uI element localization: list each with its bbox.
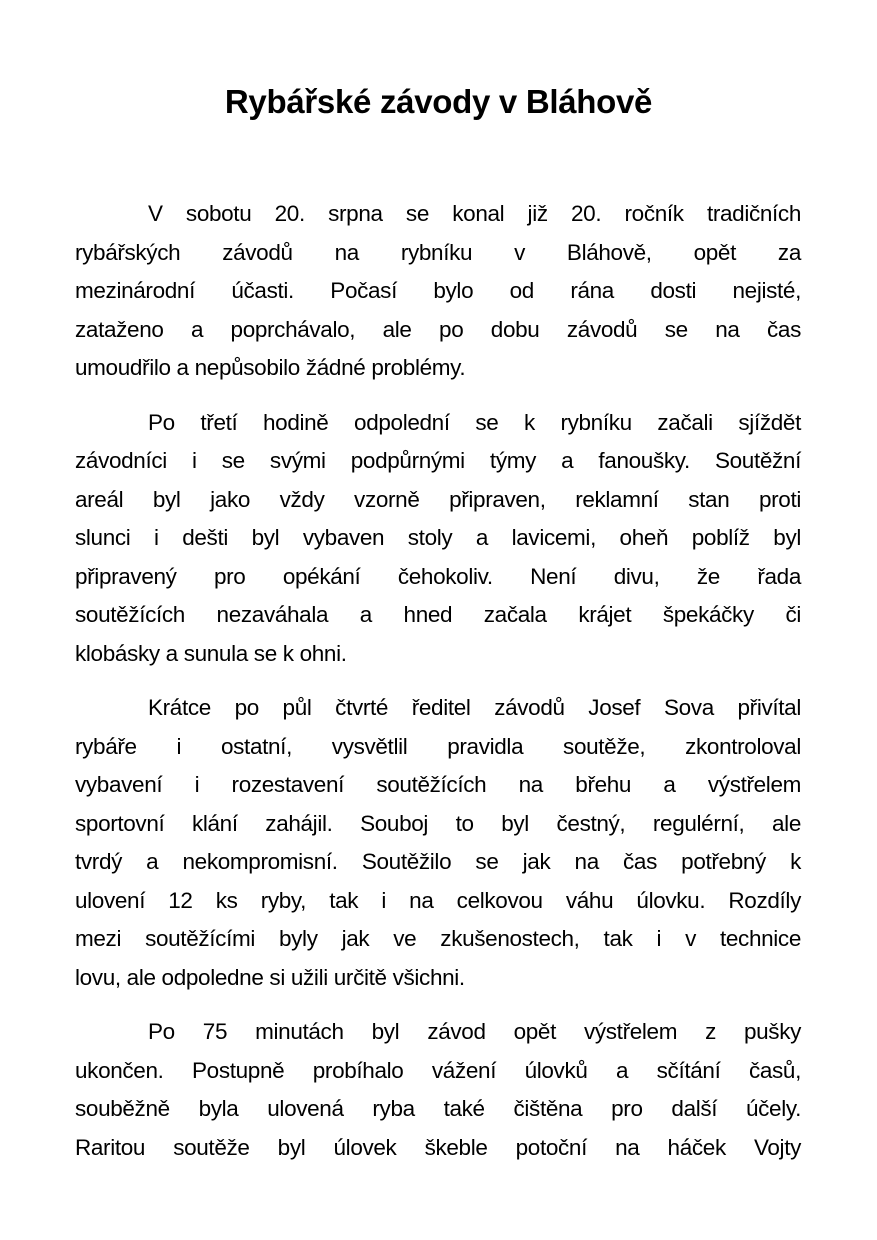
paragraph <box>75 1013 801 1167</box>
paragraph-line: V sobotu 20. srpna se konal již 20. ročník tradičních <box>148 201 801 226</box>
paragraph-line: připravený pro opékání čehokoliv. Není divu, že řada <box>75 563 801 589</box>
document-body <box>75 195 801 1183</box>
paragraph <box>75 195 801 388</box>
paragraph-line: Po třetí hodině odpolední se k rybníku začali sjíždět <box>148 409 801 435</box>
paragraph-line: ukončen. Postupně probíhalo vážení úlovků a sčítání časů, <box>75 1057 801 1083</box>
paragraph-line: závodníci i se svými podpůrnými týmy a fanoušky. Soutěžní <box>75 448 801 473</box>
paragraph-line: umoudřilo a nepůsobilo žádné problémy. <box>75 355 466 380</box>
paragraph-line: zataženo a poprchávalo, ale po dobu závodů se na čas <box>75 316 801 342</box>
paragraph-line: Krátce po půl čtvrté ředitel závodů Josef Sova přivítal <box>148 695 801 720</box>
paragraph-line: Po 75 minutách byl závod opět výstřelem z pušky <box>148 1019 801 1044</box>
paragraph-line: areál byl jako vždy vzorně připraven, reklamní stan proti <box>75 486 801 512</box>
paragraph-line: souběžně byla ulovená ryba také čištěna pro další účely. <box>75 1096 801 1121</box>
paragraph-line: slunci i dešti byl vybaven stoly a lavicemi, oheň poblíž byl <box>75 525 801 550</box>
paragraph-line: vybavení i rozestavení soutěžících na břehu a výstřelem <box>75 772 801 797</box>
paragraph <box>75 404 801 674</box>
paragraph-line: rybáře i ostatní, vysvětlil pravidla soutěže, zkontroloval <box>75 733 801 759</box>
paragraph-line: tvrdý a nekompromisní. Soutěžilo se jak na čas potřebný k <box>75 849 801 874</box>
paragraph-line: mezinárodní účasti. Počasí bylo od rána dosti nejisté, <box>75 278 801 303</box>
paragraph-line: mezi soutěžícími byly jak ve zkušenostech, tak i v technice <box>75 926 801 951</box>
paragraph-line: lovu, ale odpoledne si užili určitě všichni. <box>75 964 465 990</box>
paragraph-line: rybářských závodů na rybníku v Bláhově, opět za <box>75 239 801 265</box>
paragraph-line: klobásky a sunula se k ohni. <box>75 640 347 666</box>
document-title: Rybářské závody v Bláhově <box>224 83 653 120</box>
paragraph-line: Raritou soutěže byl úlovek škeble potoční na háček Vojty <box>75 1134 801 1160</box>
paragraph-line: soutěžících nezaváhala a hned začala krájet špekáčky či <box>75 602 801 627</box>
paragraph <box>75 689 801 997</box>
paragraph-line: sportovní klání zahájil. Souboj to byl čestný, regulérní, ale <box>75 810 801 836</box>
paragraph-line: ulovení 12 ks ryby, tak i na celkovou váhu úlovku. Rozdíly <box>75 887 801 913</box>
